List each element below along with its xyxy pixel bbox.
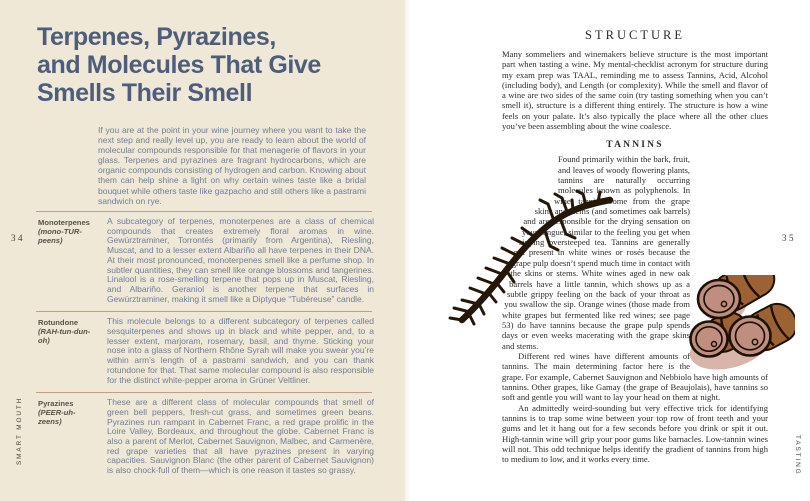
right-page-content (502, 0, 768, 465)
entry-pronunciation: (PEER-uh-zeens) (38, 408, 76, 427)
entry-body: These are a different class of molecular compounds that smell of green bell peppers, fresh-cut grass, and sometimes green beans. Pyrazines run rampant in Cabernet Franc, a red grape prolific in the Loire Valley, Bordeaux, and throughout the globe. Cabernet Franc is also a parent of Merlot, Cabernet Sauvignon, Malbec, and Carmenère, red grape varieties that all have pyrazines present in varying capacities. Sauvignon Blanc (the other parent of Cabernet Sauvignon) is also chock-full of them—which is one reason it tastes so grassy. (107, 397, 374, 476)
entry-pronunciation: (mono-TUR-peens) (38, 227, 82, 245)
margin-label-smart-mouth: SMART MOUTH (16, 396, 23, 465)
entry-label (38, 398, 98, 476)
structure-paragraph: Many sommeliers and winemakers believe structure is the most important part when tasting a wine. My mental-checklist acronym for structure during my exam prep was TAAL, reminding me to assess Tannins, Acid, Alcohol (including body), and Length (or complexity). While the smell and flavor of a wine are two sides of the same coin (try tasting something when you can’t smell it), structure is a different thing entirely. The structure is how a wine feels on your palate. It’s also typically the place where all the other clues you’ve been assembling about the wine coalesce. (502, 49, 768, 132)
page-number-right: 35 (782, 233, 796, 243)
glossary-entries (36, 211, 372, 483)
intro-paragraph: If you are at the point in your wine journey where you want to take the next step and really level up, you are ready to learn about the world of molecular compounds responsible for that menagerie of flavors in your glass. Terpenes and pyrazines are fragrant hydrocarbons, which are organic compounds consisting of hydrogen and carbon. Knowing about them can help shine a light on why certain wines taste like a bridal bouquet while others taste like gazpacho and still others like a pastrami sandwich on rye. (98, 125, 366, 206)
entry-body: A subcategory of terpenes, monoterpenes are a class of chemical compounds that creates extremely floral aromas in wine. Gewürztraminer, Torrontés (primarily from Argentina), Riesling, Muscat, and to a lesser extent Albariño all have terpenes in their DNA. At their most pronounced, monoterpenes smell like a perfume shop. In subtler quantities, they can smell like orange blossoms and tangerines. Linalool is a rose-smelling terpene that pops up in Muscat, Riesling, and Albariño. Geraniol is another terpene that surfaces in Gewürztraminer, making it smell like a Diptyque “Tubéreuse” candle. (107, 216, 374, 304)
margin-label-tasting: TASTING (794, 435, 801, 476)
entry-rotundone (36, 311, 372, 392)
entry-label (38, 217, 98, 304)
entry-monoterpenes (36, 211, 372, 311)
title-line-3: Smells Their Smell (37, 79, 253, 107)
title-line-2: and Molecules That Give (37, 51, 321, 79)
entry-pronunciation: (RAH-tun-dun-oh) (38, 327, 91, 346)
tannins-section (502, 154, 768, 464)
grapevine-branch-icon (502, 194, 558, 326)
tannins-paragraph-2: Different red wines have different amounts of tannins. The main determining factor here is the grape. For example, Cabernet Sauvignon and Nebbiolo have high amounts of tannins. Other grapes, like Gamay (the grape of Beaujolais), have tannins so soft and gentle you will want to lay your head on them at night. (502, 350, 768, 403)
entry-body: This molecule belongs to a different subcategory of terpenes called sesquiterpenes and shows up in black and white pepper, and, to a lesser extent, marjoram, rosemary, basil, and thyme. Sticking your nose into a glass of Northern Rhône Syrah will make you swear you’re within arm’s length of a pastrami sandwich, and you can thank rotundone for that. That same molecular compound is also responsible for the distinct white-pepper aroma in Grüner Veltliner. (107, 316, 374, 385)
entry-label (38, 317, 98, 385)
tannins-paragraph-1: Found primarily within the bark, fruit, and leaves of woody flowering plants, tannins are naturally occurring molecules known as polyphenols. In wine, tannins come from the grape skins and stems (and sometimes oak barrels) and are responsible for the drying sensation on your tongue, similar to the feeling you get when sipping oversteeped tea. Tannins are generally not present in white wines or rosés because the grape pulp doesn’t spend much time in contact with the skins or stems. White wines aged in new oak barrels have a little tannin, which shows up as a subtle grippy feeling on the back of your throat as you swallow the sip. Orange wines (those made from white grapes but fermented like red wines; see page 53) do have tannins because the grape pulp spends days or even weeks macerating with the grape skins and stems. (502, 154, 690, 351)
entry-term: Rotundone (38, 318, 79, 328)
subsection-heading: TANNINS (606, 140, 664, 151)
right-page (405, 0, 810, 501)
wine-barrels-icon (690, 263, 768, 369)
title-line-1: Terpenes, Pyrazines, (37, 23, 276, 51)
page-number-left: 34 (11, 233, 25, 243)
entry-term: Monoterpenes (38, 218, 90, 227)
entry-term: Pyrazines (38, 399, 74, 409)
entry-pyrazines (36, 392, 372, 483)
section-heading: STRUCTURE (585, 28, 685, 42)
page-title (37, 23, 382, 107)
tannins-paragraph-3: An admittedly weird-sounding but very effective trick for identifying tannins is to trap some wine between your top row of front teeth and your gums and let it hang out for a few seconds before you drink or spit it out. High-tannin wine will grip your poor gums like barnacles. Low-tannin wines will not. This odd technique helps identify the gradient of tannins from high to medium to low, and it works every time. (502, 402, 768, 465)
